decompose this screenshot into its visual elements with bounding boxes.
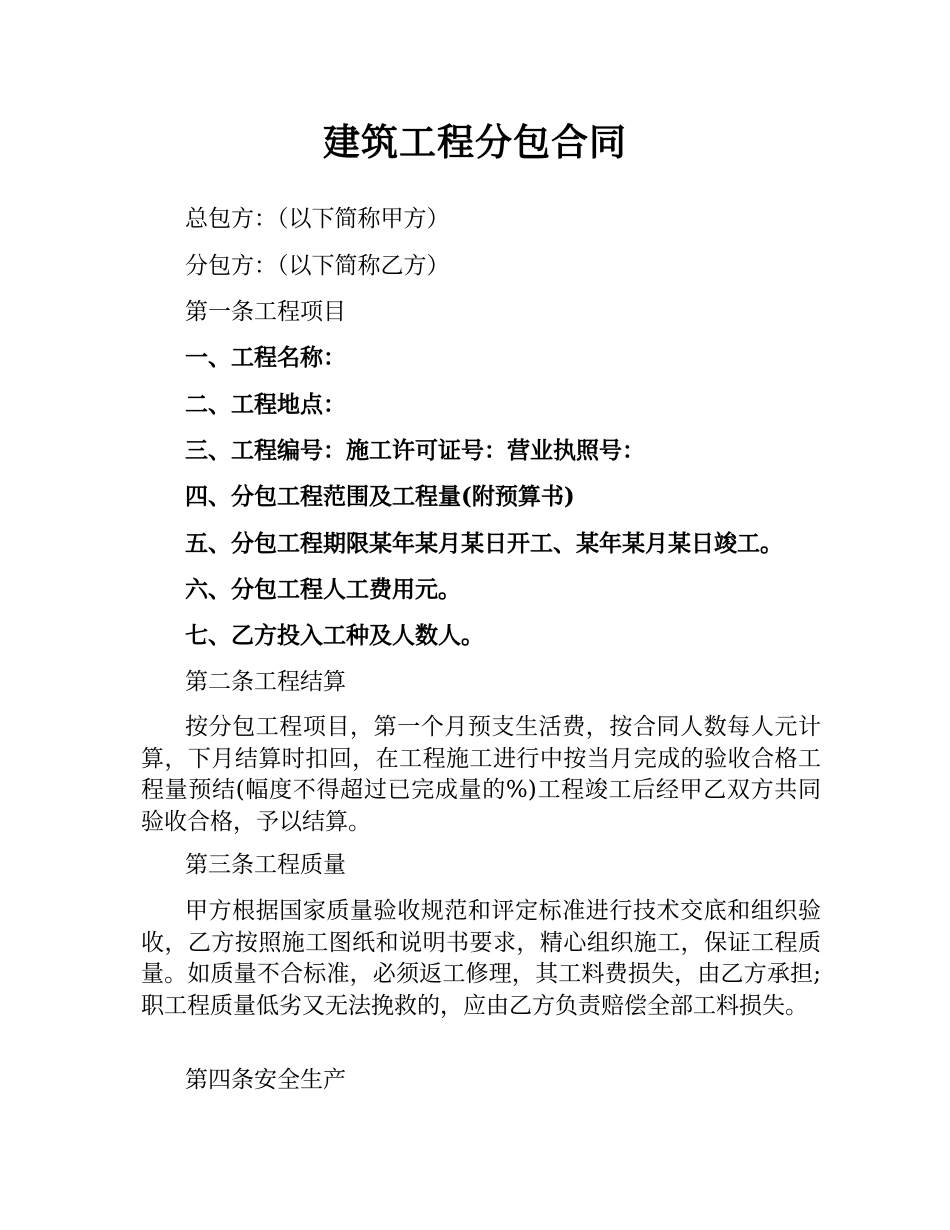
project-item: 五、分包工程期限某年某月某日开工、某年某月某日竣工。 <box>185 530 783 557</box>
party-b-line: 分包方：（以下简称乙方） <box>185 253 450 279</box>
article-3-body: 甲方根据国家质量验收规范和评定标准进行技术交底和组织验收，乙方按照施工图纸和说明书要求，精心组织施工，保证工程质量。如质量不合标准，必须返工修理，其工料费损失，由乙方承担;职工程质量低劣又无法挽救的，应由乙方负责赔偿全部工料损失。 <box>141 898 821 1019</box>
project-item: 七、乙方投入工种及人数人。 <box>185 622 484 649</box>
project-item: 二、工程地点： <box>185 391 346 418</box>
article-2-body: 按分包工程项目，第一个月预支生活费，按合同人数每人元计算，下月结算时扣回，在工程施工进行中按当月完成的验收合格工程量预结(幅度不得超过已完成量的%)工程竣工后经甲乙双方共同验收合格，予以结算。 <box>141 714 821 835</box>
article-2-heading: 第二条工程结算 <box>185 669 346 695</box>
project-item: 三、工程编号：施工许可证号：营业执照号： <box>185 437 645 464</box>
project-item: 六、分包工程人工费用元。 <box>185 576 461 603</box>
article-4-heading: 第四条安全生产 <box>185 1067 346 1093</box>
project-item: 四、分包工程范围及工程量(附预算书) <box>185 483 575 510</box>
document-title: 建筑工程分包合同 <box>323 120 627 164</box>
article-1-heading: 第一条工程项目 <box>185 299 346 325</box>
project-item: 一、工程名称： <box>185 344 346 371</box>
article-3-heading: 第三条工程质量 <box>185 852 346 878</box>
party-a-line: 总包方：（以下简称甲方） <box>185 206 450 232</box>
